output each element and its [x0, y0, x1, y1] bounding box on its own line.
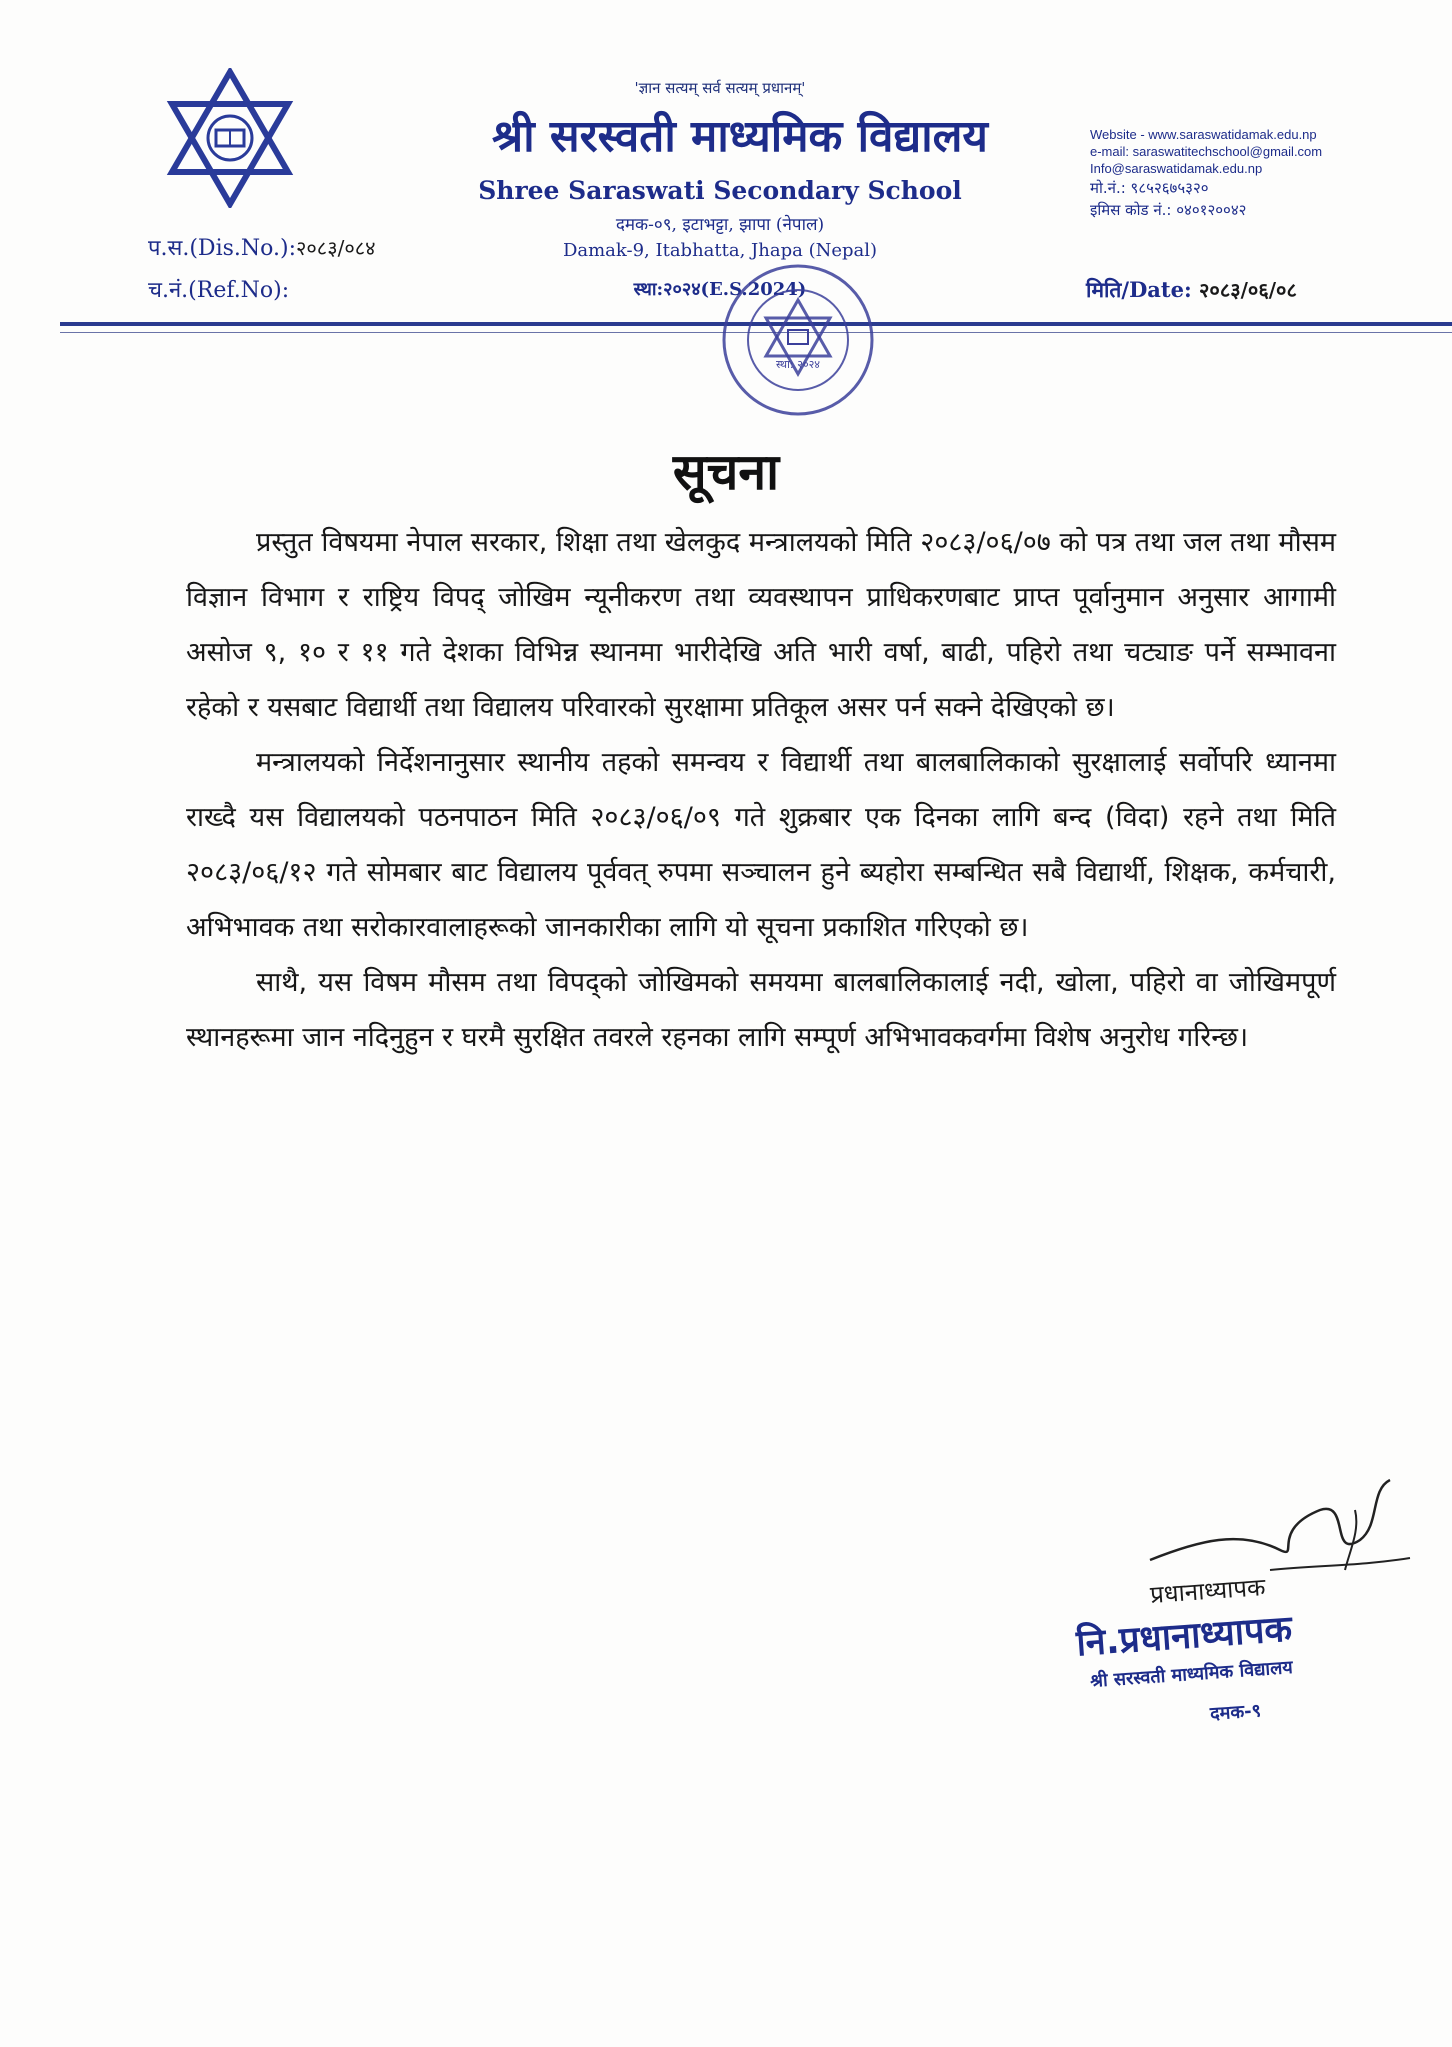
email-text: e-mail: saraswatitechschool@gmail.com: [1090, 144, 1323, 159]
svg-text:स्था: २०२४: स्था: २०२४: [775, 358, 821, 371]
info-email-text: Info@saraswatidamak.edu.np: [1090, 161, 1263, 176]
dispatch-number: [148, 232, 376, 262]
notice-paragraph: मन्त्रालयको निर्देशनानुसार स्थानीय तहको समन्वय र विद्यार्थी तथा बालबालिकाको सुरक्षालाई सर्वोपरि ध्यानमा राख्दै यस विद्यालयको पठनपाठन मिति २०८३/०६/०९ गते शुक्रबार एक दिनका लागि बन्द (विदा) रहने तथा मिति २०८३/०६/१२ गते सोमबार बाट विद्यालय पूर्ववत् रुपमा सञ्चालन हुने ब्यहोरा सम्बन्धित सबै विद्यार्थी, शिक्षक, कर्मचारी, अभिभावक तथा सरोकारवालाहरूको जानकारीका लागि यो सूचना प्रकाशित गरिएको छ।: [186, 747, 1336, 943]
emis-code-text: इमिस कोड नं.: ०४०१२००४२: [1090, 201, 1247, 219]
address-nepali: दमक-०९, इटाभट्टा, झापा (नेपाल): [615, 215, 825, 235]
website-text: Website - www.saraswatidamak.edu.np: [1090, 127, 1317, 142]
contact-block: [1090, 126, 1430, 221]
notice-date: [1086, 276, 1297, 304]
signature-block: [1070, 1470, 1450, 1810]
dispatch-label: प.स.(Dis.No.):: [148, 236, 296, 261]
signer-title-stamp: नि.प्रधानाध्यापक: [1074, 1608, 1294, 1665]
school-name-english: Shree Saraswati Secondary School: [478, 176, 962, 205]
signer-place: दमक-९: [1209, 1700, 1262, 1725]
signer-school: श्री सरस्वती माध्यमिक विद्यालय: [1089, 1656, 1294, 1693]
school-seal-stamp: [698, 260, 898, 420]
school-logo-icon: [160, 68, 300, 208]
notice-paragraph: प्रस्तुत विषयमा नेपाल सरकार, शिक्षा तथा खेलकुद मन्त्रालयको मिति २०८३/०६/०७ को पत्र तथा जल तथा मौसम विज्ञान विभाग र राष्ट्रिय विपद् जोखिम न्यूनीकरण तथा व्यवस्थापन प्राधिकरणबाट प्राप्त पूर्वानुमान अनुसार आगामी असोज ९, १० र ११ गते देशका विभिन्न स्थानमा भारीदेखि अति भारी वर्षा, बाढी, पहिरो तथा चट्याङ पर्ने सम्भावना रहेको र यसबाट विद्यार्थी तथा विद्यालय परिवारको सुरक्षामा प्रतिकूल असर पर्न सक्ने देखिएको छ।: [186, 527, 1336, 723]
signer-title-handwritten: प्रधानाध्यापक: [1149, 1573, 1267, 1609]
notice-paragraph: साथै, यस विषम मौसम तथा विपद्को जोखिमको समयमा बालबालिकालाई नदी, खोला, पहिरो वा जोखिमपूर्ण स्थानहरूमा जान नदिनुहुन र घरमै सुरक्षित तवरले रहनका लागि सम्पूर्ण अभिभावकवर्गमा विशेष अनुरोध गरिन्छ।: [186, 967, 1336, 1053]
notice-body: [186, 515, 1336, 1065]
reference-label: च.नं.(Ref.No):: [148, 278, 290, 303]
address-english: Damak-9, Itabhatta, Jhapa (Nepal): [562, 240, 878, 261]
reference-number: [148, 274, 289, 304]
established-year: स्था:२०२४(E.S.2024): [633, 279, 807, 300]
phone-text: मो.नं.: ९८५२६७५३२०: [1090, 179, 1209, 197]
notice-heading: सूचना: [672, 443, 780, 501]
date-label: मिति/Date:: [1086, 277, 1192, 302]
school-name-nepali: श्री सरस्वती माध्यमिक विद्यालय: [492, 111, 988, 162]
date-value: २०८३/०६/०८: [1199, 278, 1297, 302]
dispatch-value: २०८३/०८४: [296, 236, 376, 260]
handwritten-signature: [1120, 1470, 1420, 1590]
school-motto: 'ज्ञान सत्यम् सर्व सत्यम् प्रधानम्': [634, 79, 806, 97]
